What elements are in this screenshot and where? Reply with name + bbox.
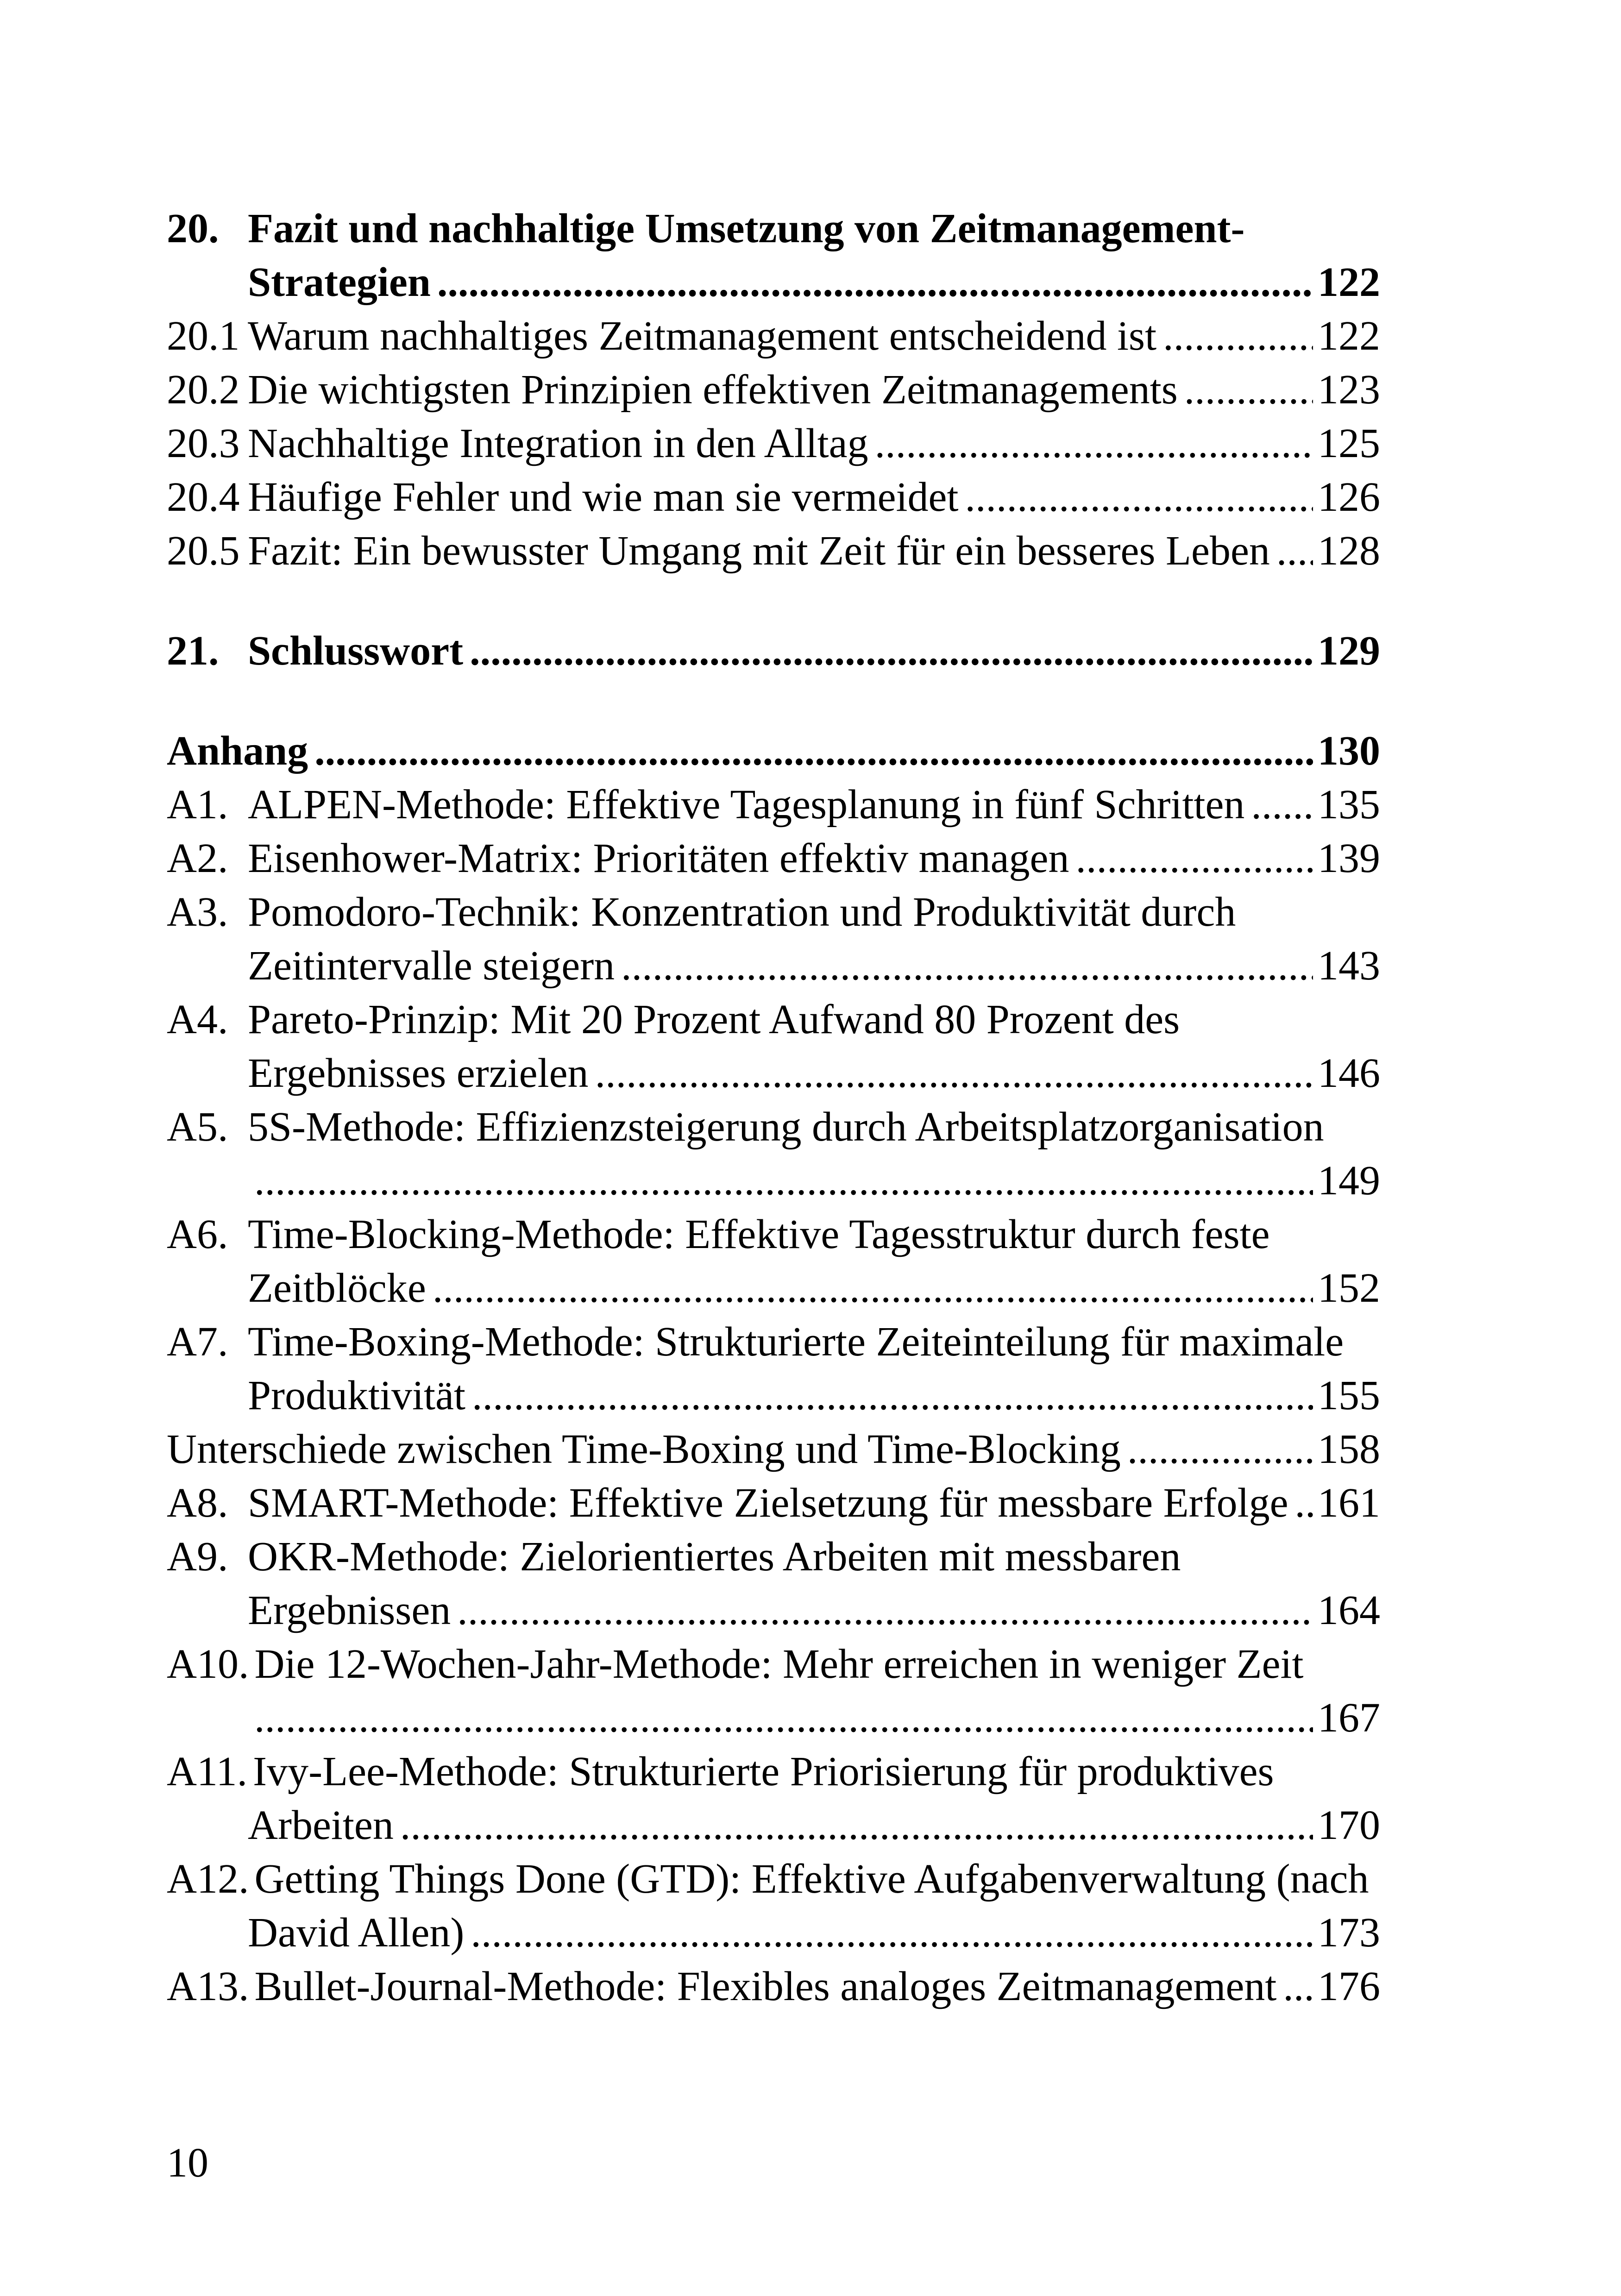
- toc-row: [167, 524, 1380, 578]
- toc-row: [167, 1047, 1380, 1100]
- dot-leader: [314, 724, 1313, 778]
- dot-leader: [1283, 1960, 1313, 2014]
- folio-page-number: 10: [167, 2140, 208, 2186]
- toc-entry-text: Fazit: Ein bewusster Umgang mit Zeit für ein besseres Leben: [248, 528, 1270, 574]
- toc-row: [167, 1423, 1380, 1476]
- toc-entry-page: 139: [1318, 835, 1380, 881]
- toc-entry-text: David Allen): [248, 1910, 465, 1956]
- toc-entry-text: SMART-Methode: Effektive Zielsetzung für messbare Erfolge: [248, 1480, 1288, 1526]
- toc-row: [167, 1369, 1380, 1423]
- toc-entry-number: A13.: [167, 1964, 249, 2009]
- toc-entry-text: Warum nachhaltiges Zeitmanagement entscheidend ist: [248, 313, 1157, 359]
- toc-entry-page: 161: [1318, 1480, 1380, 1526]
- dot-leader: [254, 1154, 1313, 1208]
- table-of-contents: [167, 202, 1380, 2014]
- toc-entry-page: 176: [1318, 1964, 1380, 2009]
- toc-entry-number: A4.: [167, 997, 228, 1042]
- toc-entry-text: Pomodoro-Technik: Konzentration und Produktivität durch: [248, 889, 1236, 935]
- toc-row: [167, 1799, 1380, 1852]
- toc-entry-text: Eisenhower-Matrix: Prioritäten effektiv managen: [248, 835, 1069, 881]
- dot-leader: [254, 1691, 1313, 1745]
- dot-leader: [1276, 524, 1313, 578]
- toc-entry-page: 170: [1318, 1802, 1380, 1848]
- dot-leader: [1184, 363, 1313, 417]
- toc-row: [167, 993, 1380, 1047]
- toc-row: [167, 832, 1380, 885]
- toc-entry-number: 20.3: [167, 420, 240, 466]
- dot-leader: [1251, 778, 1313, 832]
- toc-entry-page: 155: [1318, 1373, 1380, 1418]
- toc-row: [167, 470, 1380, 524]
- dot-leader: [1075, 832, 1313, 885]
- toc-row: [167, 1745, 1380, 1799]
- toc-entry-number: A9.: [167, 1534, 228, 1580]
- dot-leader: [437, 256, 1313, 309]
- toc-entry-page: 149: [1318, 1158, 1380, 1204]
- toc-entry-number: 20.4: [167, 474, 240, 520]
- toc-entry-text: ALPEN-Methode: Effektive Tagesplanung in fünf Schritten: [248, 782, 1245, 828]
- toc-entry-text: Time-Blocking-Methode: Effektive Tagesstruktur durch feste: [248, 1211, 1270, 1257]
- toc-entry-page: 146: [1318, 1050, 1380, 1096]
- toc-entry-page: 130: [1318, 728, 1380, 774]
- toc-entry-text: Produktivität: [248, 1373, 465, 1418]
- toc-entry-text: Ergebnisses erzielen: [248, 1050, 589, 1096]
- dot-leader: [595, 1047, 1313, 1100]
- toc-row: [167, 1208, 1380, 1261]
- toc-entry-number: 21.: [167, 628, 219, 674]
- toc-entry-page: 126: [1318, 474, 1380, 520]
- toc-row: [167, 202, 1380, 256]
- toc-entry-text: Zeitintervalle steigern: [248, 943, 615, 989]
- toc-entry-text: Anhang: [167, 728, 308, 774]
- toc-row: [167, 363, 1380, 417]
- dot-leader: [875, 417, 1313, 470]
- toc-row: [167, 885, 1380, 939]
- toc-entry-number: A6.: [167, 1211, 228, 1257]
- toc-entry-text: Zeitblöcke: [248, 1265, 426, 1311]
- toc-entry-number: A12.: [167, 1856, 249, 1902]
- toc-entry-text: OKR-Methode: Zielorientiertes Arbeiten mit messbaren: [248, 1534, 1181, 1580]
- toc-entry-number: A11.: [167, 1749, 248, 1794]
- toc-entry-number: A1.: [167, 782, 228, 828]
- toc-row: [167, 778, 1380, 832]
- toc-entry-text: Häufige Fehler und wie man sie vermeidet: [248, 474, 959, 520]
- toc-entry-number: A2.: [167, 835, 228, 881]
- toc-entry-page: 167: [1318, 1695, 1380, 1741]
- dot-leader: [433, 1261, 1313, 1315]
- toc-row: [167, 1315, 1380, 1369]
- toc-row: [167, 1906, 1380, 1960]
- toc-row: [167, 1530, 1380, 1584]
- dot-leader: [965, 470, 1313, 524]
- toc-row: [167, 1154, 1380, 1208]
- toc-entry-text: Nachhaltige Integration in den Alltag: [248, 420, 868, 466]
- toc-entry-page: 152: [1318, 1265, 1380, 1311]
- toc-row: [167, 1852, 1380, 1906]
- toc-row: [167, 1960, 1380, 2014]
- toc-entry-page: 164: [1318, 1587, 1380, 1633]
- toc-entry-number: 20.2: [167, 367, 240, 413]
- toc-entry-text: Pareto-Prinzip: Mit 20 Prozent Aufwand 80 Prozent des: [248, 997, 1180, 1042]
- toc-row: [167, 1261, 1380, 1315]
- toc-entry-page: 125: [1318, 420, 1380, 466]
- toc-entry-text: 5S-Methode: Effizienzsteigerung durch Arbeitsplatzorganisation: [248, 1104, 1324, 1150]
- toc-entry-text: Time-Boxing-Methode: Strukturierte Zeiteinteilung für maximale: [248, 1319, 1344, 1365]
- toc-row: [167, 309, 1380, 363]
- toc-entry-text: Die 12-Wochen-Jahr-Methode: Mehr erreichen in weniger Zeit: [254, 1641, 1304, 1687]
- toc-entry-number: 20.: [167, 206, 219, 251]
- toc-entry-page: 135: [1318, 782, 1380, 828]
- dot-leader: [400, 1799, 1313, 1852]
- toc-row: [167, 1691, 1380, 1745]
- toc-entry-page: 129: [1318, 628, 1380, 674]
- toc-row: [167, 1637, 1380, 1691]
- toc-entry-text: Arbeiten: [248, 1802, 394, 1848]
- toc-entry-text: Unterschiede zwischen Time-Boxing und Time-Blocking: [167, 1426, 1121, 1472]
- toc-entry-number: A5.: [167, 1104, 228, 1150]
- toc-entry-number: A3.: [167, 889, 228, 935]
- toc-entry-page: 122: [1318, 313, 1380, 359]
- dot-leader: [1127, 1423, 1313, 1476]
- toc-row: [167, 417, 1380, 470]
- toc-entry-page: 158: [1318, 1426, 1380, 1472]
- toc-entry-page: 143: [1318, 943, 1380, 989]
- dot-leader: [457, 1584, 1313, 1637]
- toc-entry-number: A8.: [167, 1480, 228, 1526]
- toc-entry-text: Schlusswort: [248, 628, 464, 674]
- toc-entry-page: 128: [1318, 528, 1380, 574]
- dot-leader: [621, 939, 1313, 993]
- dot-leader: [471, 1906, 1313, 1960]
- toc-entry-text: Strategien: [248, 259, 431, 305]
- toc-entry-number: A7.: [167, 1319, 228, 1365]
- toc-entry-page: 122: [1318, 259, 1380, 305]
- toc-row: [167, 1476, 1380, 1530]
- toc-entry-number: 20.5: [167, 528, 240, 574]
- toc-entry-text: Ergebnissen: [248, 1587, 451, 1633]
- toc-row: [167, 1584, 1380, 1637]
- toc-entry-number: A10.: [167, 1641, 249, 1687]
- toc-entry-text: Bullet-Journal-Methode: Flexibles analoges Zeitmanagement: [254, 1964, 1277, 2009]
- toc-row: [167, 1100, 1380, 1154]
- toc-entry-page: 173: [1318, 1910, 1380, 1956]
- toc-row: [167, 624, 1380, 678]
- toc-entry-number: 20.1: [167, 313, 240, 359]
- toc-row: [167, 256, 1380, 309]
- dot-leader: [472, 1369, 1313, 1423]
- toc-entry-text: Die wichtigsten Prinzipien effektiven Zeitmanagements: [248, 367, 1178, 413]
- dot-leader: [1163, 309, 1313, 363]
- toc-row: [167, 724, 1380, 778]
- toc-entry-text: Ivy-Lee-Methode: Strukturierte Priorisierung für produktives: [253, 1749, 1274, 1794]
- toc-row: [167, 939, 1380, 993]
- toc-entry-text: Fazit und nachhaltige Umsetzung von Zeitmanagement-: [248, 206, 1245, 251]
- toc-entry-text: Getting Things Done (GTD): Effektive Aufgabenverwaltung (nach: [254, 1856, 1369, 1902]
- dot-leader: [470, 624, 1313, 678]
- dot-leader: [1295, 1476, 1313, 1530]
- toc-entry-page: 123: [1318, 367, 1380, 413]
